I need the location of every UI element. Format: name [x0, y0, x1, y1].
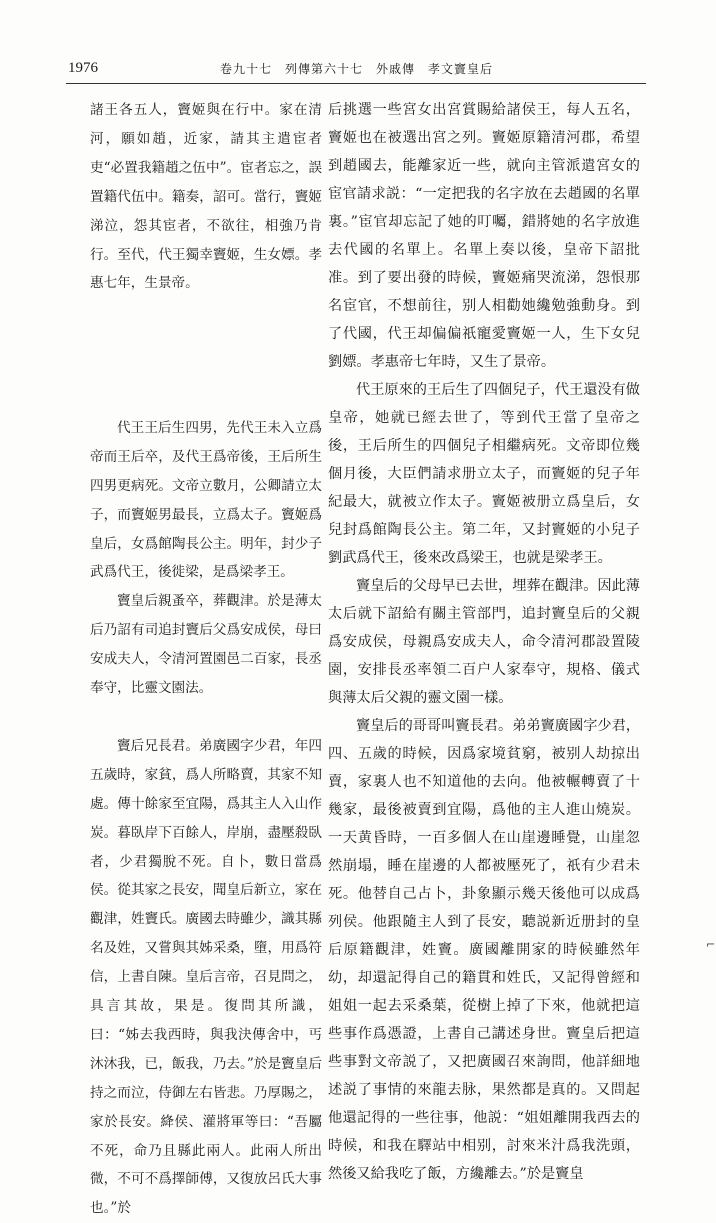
classical-paragraph-2: 代王王后生四男，先代王未入立爲帝而王后卒，及代王爲帝後，王后所生四男更病死。文帝立數月，公卿請立太子，而竇姬男最長，立爲太子。竇姬爲皇后，女爲館陶長公主。明年，封少子武爲代王，後徙梁，是爲梁孝王。 — [90, 419, 322, 581]
paragraph-spacer — [90, 298, 322, 414]
classical-paragraph-1: 諸王各五人，竇姬與在行中。家在清河，願如趙，近家，請其主遣宦者吏“必置我籍趙之伍中”。宦者忘之，誤置籍代伍中。籍奏，詔可。當行，竇姬涕泣，怨其宦者，不欲往，相強乃肯行。至代，代王獨幸竇姬，生女嫖。孝惠七年，生景帝。 — [90, 102, 322, 292]
classical-text-column — [90, 96, 322, 1223]
classical-paragraph-4: 竇后兄長君。弟廣國字少君，年四五歲時，家貧，爲人所略賣，其家不知處。傳十餘家至宜陽，爲其主人入山作炭。暮臥岸下百餘人，岸崩，盡壓殺臥者，少君獨脫不死。自卜，數日當爲侯。從其家之長安，聞皇后新立，家在觀津，姓竇氏。廣國去時雖少，識其縣名及姓，又嘗與其姊采桑，墮，用爲符信，上書自陳。皇后言帝，召見問之，具言其故，果是。復問其所識，曰：“姊去我西時，與我決傳舍中，丐沐沐我，已，飯我，乃去。”於是竇皇后持之而泣，侍御左右皆悲。乃厚賜之，家於長安。絳侯、灌將軍等曰：“吾屬不死，命乃且縣此兩人。此兩人所出微，不可不爲擇師傅，又復放呂氏大事也。”於 — [90, 737, 322, 1217]
paragraph-spacer — [90, 703, 322, 732]
header-rule — [66, 83, 646, 84]
running-head: 卷九十七 列傳第六十七 外戚傳 孝文竇皇后 — [220, 62, 494, 76]
translation-column — [328, 96, 640, 1188]
translation-paragraph-1: 后挑選一些宮女出宮賞賜給諸侯王，每人五名，竇姬也在被選出宮之列。竇姬原籍清河郡，希望到趙國去，能離家近一些，就向主管派遣宮女的宦官請求説：“一定把我的名字放在去趙國的名單裏。”宦官却忘記了她的叮囑，錯將她的名字放進去代國的名單上。名單上奏以後，皇帝下詔批准。到了要出發的時候，竇姬痛哭流涕，怨恨那名宦官，不想前往，别人相勸她纔勉強動身。到了代國，代王却偏偏祇寵愛竇姬一人，生下女兒劉嫖。孝惠帝七年時，又生了景帝。 — [328, 102, 640, 370]
translation-paragraph-3: 竇皇后的父母早已去世，埋葬在觀津。因此薄太后就下詔給有關主管部門，追封竇皇后的父親爲安成侯，母親爲安成夫人，命令清河郡設置陵園，安排長丞率領二百户人家奉守，規格、儀式與薄太后父親的靈文園一樣。 — [328, 578, 640, 706]
classical-paragraph-3: 竇皇后親蚤卒，葬觀津。於是薄太后乃詔有司追封竇后父爲安成侯，母曰安成夫人，令清河置園邑二百家，長丞奉守，比靈文園法。 — [90, 593, 322, 697]
scan-mark: ⌐ — [706, 938, 716, 951]
page-header — [0, 0, 716, 90]
translation-paragraph-4: 竇皇后的哥哥叫竇長君。弟弟竇廣國字少君，四、五歲的時候，因爲家境貧窮，被别人劫掠出賣，家裏人也不知道他的去向。他被輾轉賣了十幾家，最後被賣到宜陽，爲他的主人進山燒炭。一天黄昏時，一百多個人在山崖邊睡覺，山崖忽然崩塌，睡在崖邊的人都被壓死了，祇有少君未死。他替自己占卜，卦象顯示幾天後他可以成爲列侯。他跟隨主人到了長安，聽説新近册封的皇后原籍觀津，姓竇。廣國離開家的時候雖然年幼，却還記得自己的籍貫和姓氏，又記得曾經和姐姐一起去采桑葉，從樹上掉了下來，他就把這些事作爲憑證，上書自己講述身世。竇皇后把這些事對文帝説了，又把廣國召來詢問，他詳細地述説了事情的來龍去脉，果然都是真的。又問起他還記得的一些往事，他説：“姐姐離開我西去的時候，和我在驛站中相别，討來米汁爲我洗頭，然後又給我吃了飯，方纔離去。”於是竇皇 — [328, 718, 640, 1182]
page-number: 1976 — [68, 60, 98, 76]
translation-paragraph-2: 代王原來的王后生了四個兒子，代王還没有做皇帝，她就已經去世了，等到代王當了皇帝之後，王后所生的四個兒子相繼病死。文帝即位幾個月後，大臣們請求册立太子，而竇姬的兒子年紀最大，就被立作太子。竇姬被册立爲皇后，女兒封爲館陶長公主。第二年，又封竇姬的小兒子劉武爲代王，後來改爲梁王，也就是梁孝王。 — [328, 382, 640, 566]
